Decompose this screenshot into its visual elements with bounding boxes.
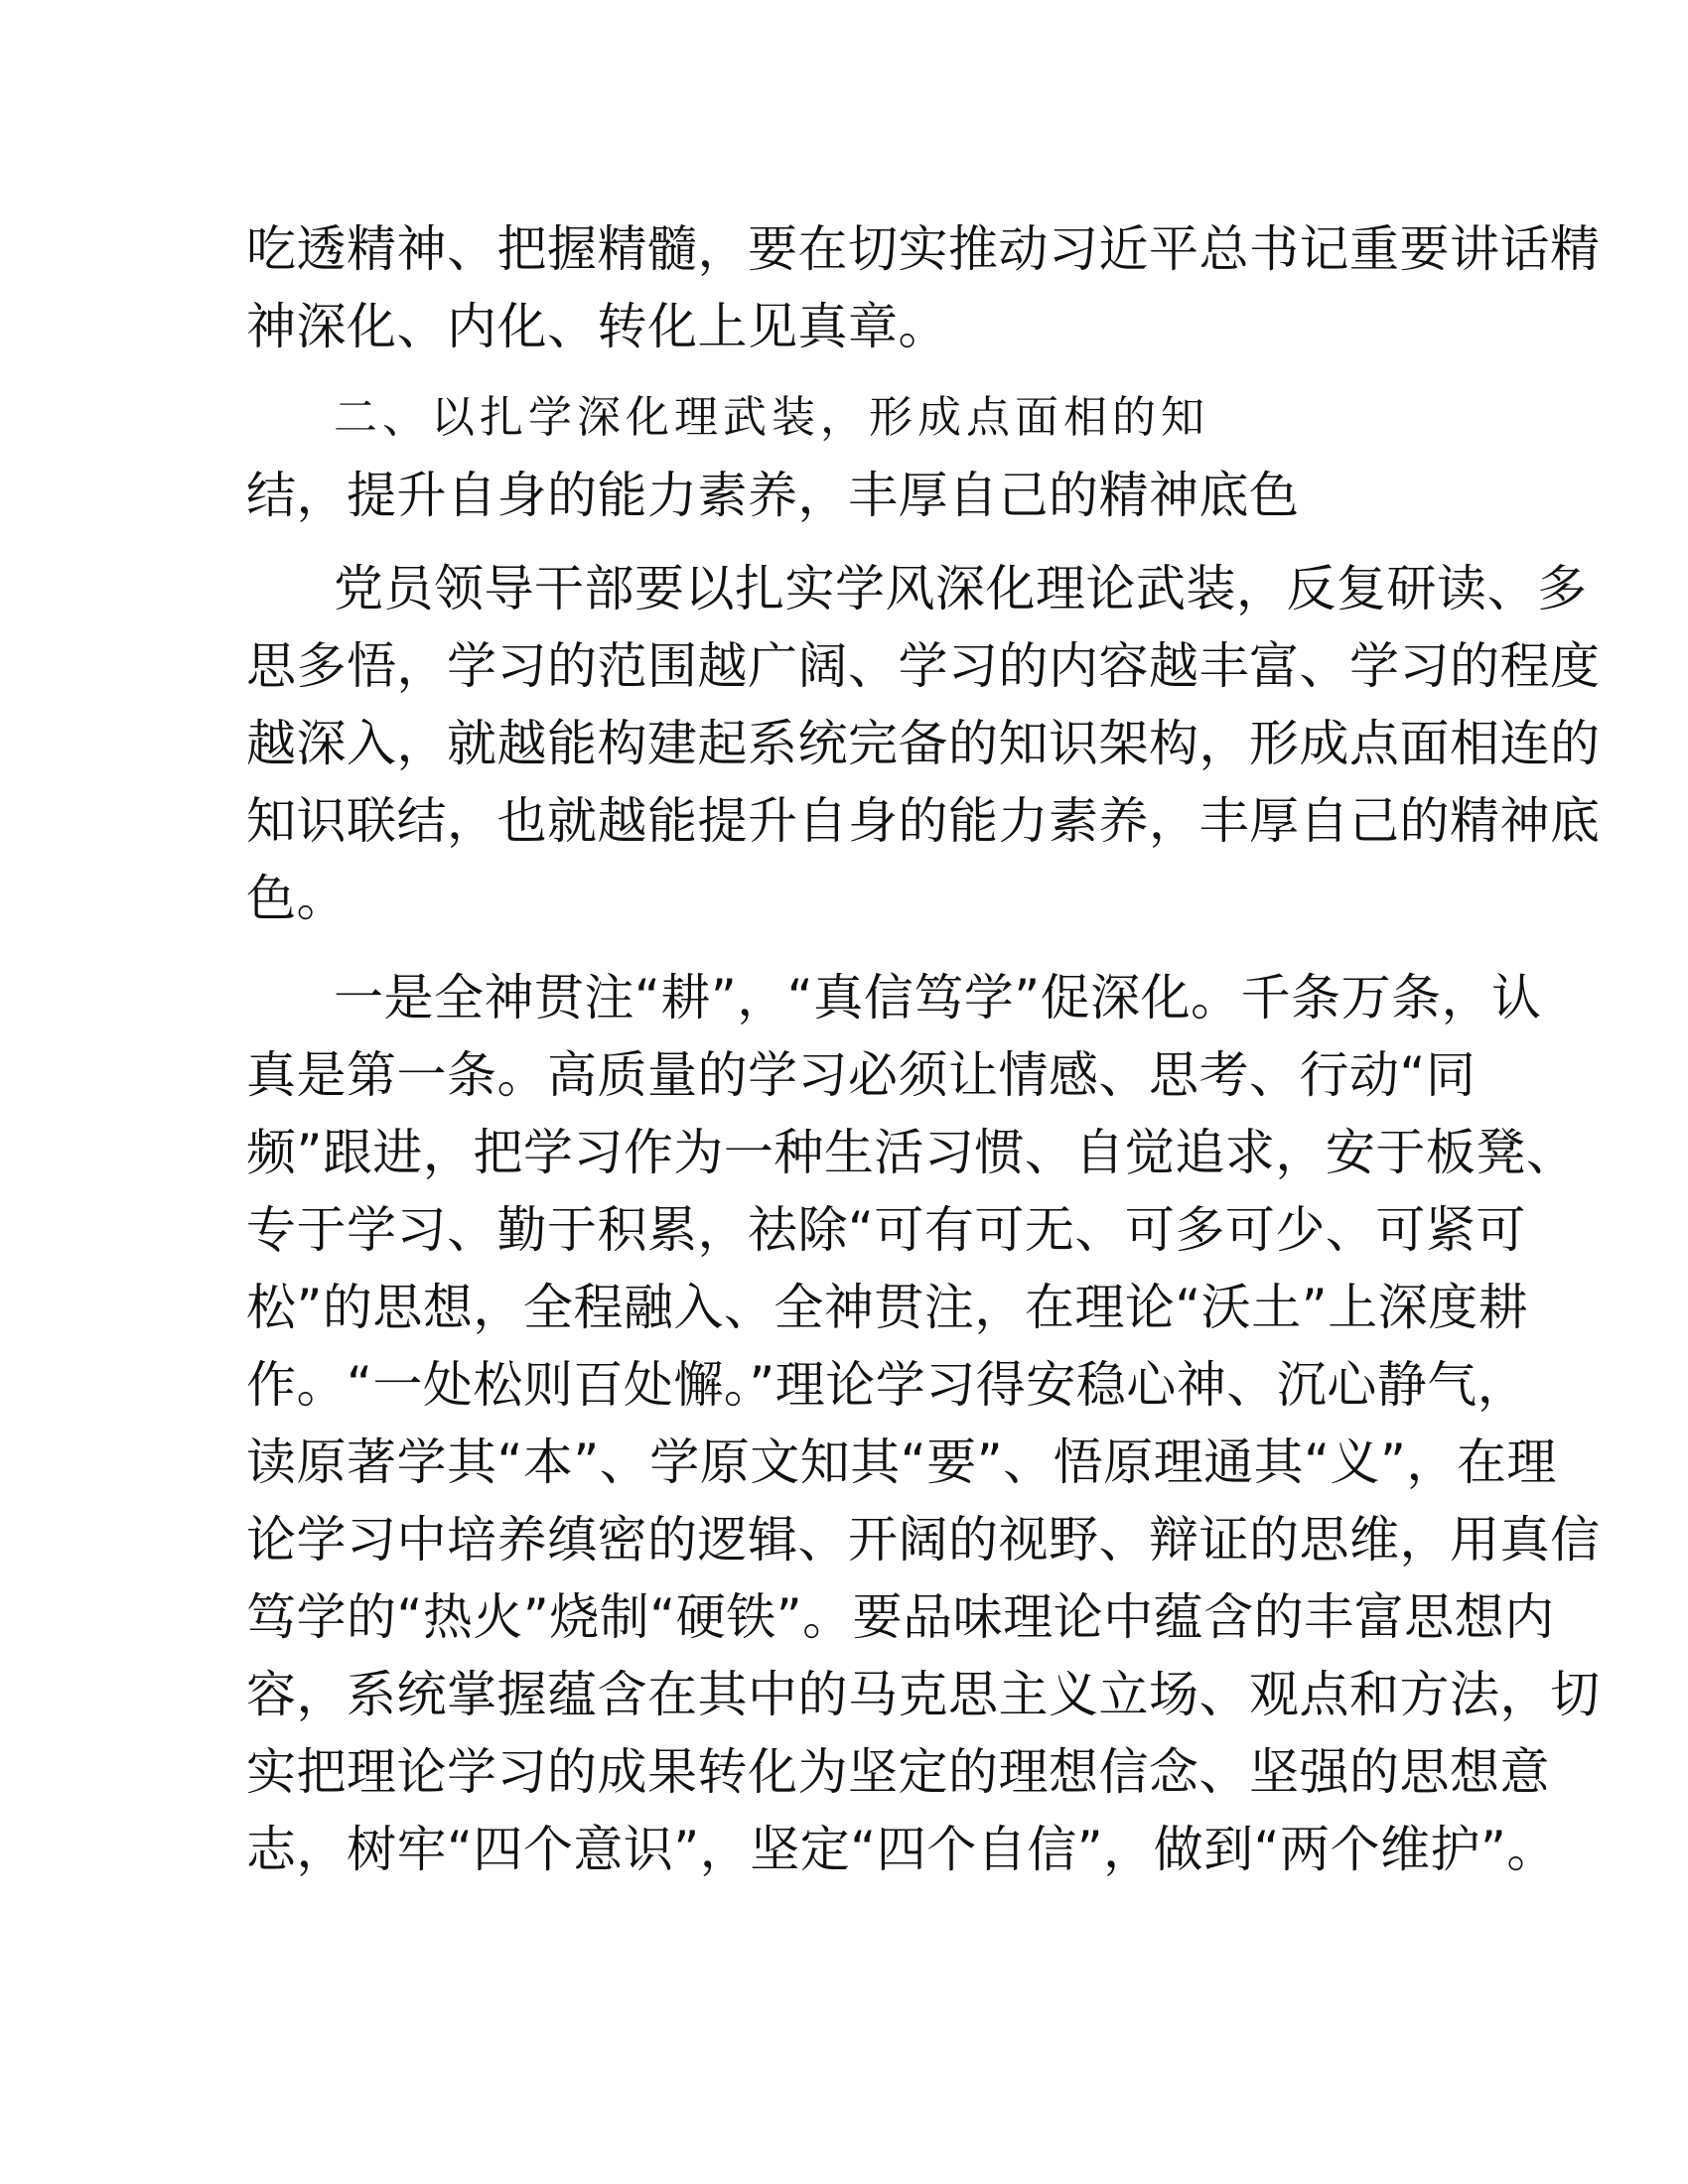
text-line: 党员领导干部要以扎实学风深化理论武装，反复研读、多 xyxy=(334,560,1588,617)
text-line: 实把理论学习的成果转化为坚定的理想信念、坚强的思想意 xyxy=(246,1743,1550,1801)
text-line: 思多悟，学习的范围越广阔、学习的内容越丰富、学习的程度 xyxy=(246,637,1601,695)
text-line: 读原著学其“本”、学原文知其“要”、悟原理通其“义”，在理 xyxy=(246,1433,1557,1491)
text-line: 神深化、内化、转化上见真章。 xyxy=(246,298,948,355)
text-line: 志，树牢“四个意识”，坚定“四个自信”，做到“两个维护”。 xyxy=(246,1821,1557,1878)
text-line: 专于学习、勤于积累，祛除“可有可无、可多可少、可紧可 xyxy=(246,1201,1526,1259)
text-line: 作。“一处松则百处懈。”理论学习得安稳心神、沉心静气， xyxy=(246,1356,1528,1414)
text-line: 容，系统掌握蕴含在其中的马克思主义立场、观点和方法，切 xyxy=(246,1666,1601,1723)
paragraph-theory xyxy=(246,550,1601,937)
text-line: 频”跟进，把学习作为一种生活习惯、自觉追求，安于板凳、 xyxy=(246,1124,1577,1181)
text-line: 吃透精神、把握精髓，要在切实推动习近平总书记重要讲话精 xyxy=(246,220,1601,278)
text-line: 论学习中培养缜密的逻辑、开阔的视野、辩证的思维，用真信 xyxy=(246,1511,1601,1569)
heading-line: 二、以扎学深化理武装，形成点面相的知 xyxy=(334,392,1209,443)
text-line: 知识联结，也就越能提升自身的能力素养，丰厚自己的精神底 xyxy=(246,792,1601,850)
text-line: 越深入，就越能构建起系统完备的知识架构，形成点面相连的 xyxy=(246,715,1601,772)
text-line: 松”的思想，全程融入、全神贯注，在理论“沃土”上深度耕 xyxy=(246,1279,1529,1336)
heading-line: 结，提升自身的能力素养，丰厚自己的精神底色 xyxy=(246,467,1300,524)
text-line: 真是第一条。高质量的学习必须让情感、思考、行动“同 xyxy=(246,1046,1477,1104)
paragraph-intro xyxy=(246,210,1601,365)
document-body xyxy=(246,210,1601,1888)
text-line: 一是全神贯注“耕”，“真信笃学”促深化。千条万条，认 xyxy=(334,969,1542,1026)
text-line: 色。 xyxy=(246,870,347,927)
section-heading xyxy=(246,379,1438,534)
paragraph-study xyxy=(246,959,1601,1888)
text-line: 笃学的“热火”烧制“硬铁”。要品味理论中蕴含的丰富思想内 xyxy=(246,1588,1555,1646)
